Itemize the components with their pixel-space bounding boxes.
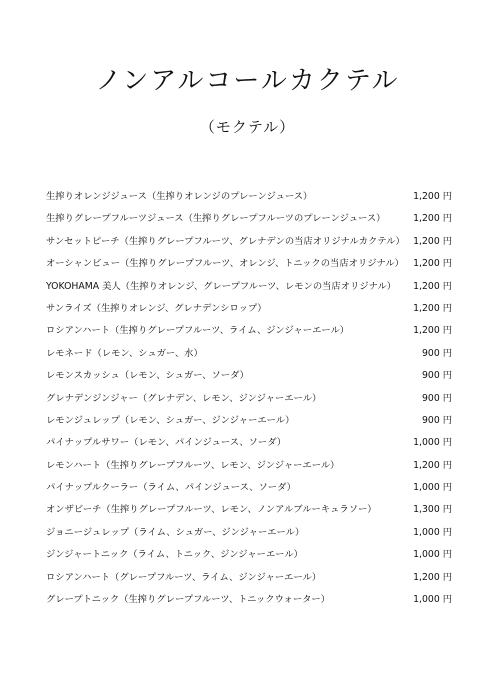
page-subtitle: （モクテル） [199, 118, 296, 136]
menu-item-name: レモンスカッシュ（レモン、シュガー、ソーダ） [46, 370, 249, 382]
menu-item-name: レモンジュレップ（レモン、シュガー、ジンジャーエール） [46, 414, 295, 426]
menu-item-name: サンセットピーチ（生搾りグレープフルーツ、グレナデンの当店オリジナルカクテル） [46, 235, 405, 247]
menu-item-name: ジンジャートニック（ライム、トニック、ジンジャーエール） [46, 549, 303, 561]
menu-item-price: 1,200 円 [413, 191, 452, 202]
menu-item-price: 1,200 円 [413, 235, 452, 247]
menu-item [46, 388, 452, 410]
menu-item [46, 298, 452, 320]
menu-item-name: サンライズ（生搾りオレンジ、グレナデンシロップ） [46, 302, 267, 314]
menu-item [46, 231, 452, 253]
menu-item [46, 365, 452, 387]
menu-item [46, 410, 452, 432]
menu-item-name: オンザビーチ（生搾りグレープフルーツ、レモン、ノンアルブルーキュラソー） [46, 504, 377, 516]
menu-item-price: 1,000 円 [413, 437, 452, 449]
menu-item [46, 320, 452, 342]
menu-item-price: 1,200 円 [413, 213, 452, 225]
page-title: ノンアルコールカクテル [95, 66, 400, 96]
menu-item [46, 186, 452, 208]
menu-item-price: 1,200 円 [413, 302, 452, 314]
menu-item [46, 432, 452, 454]
menu-item-price: 900 円 [422, 414, 452, 426]
menu-item [46, 276, 452, 298]
menu-item-price: 1,000 円 [413, 594, 452, 606]
menu-item-price: 900 円 [422, 392, 452, 404]
menu-item-name: レモネード（レモン、シュガー、水） [46, 347, 203, 359]
menu-item-name: 生搾りオレンジジュース（生搾りオレンジのプレーンジュース） [46, 191, 313, 202]
menu-item-name: グレナデンジンジャー（グレナデン、レモン、ジンジャーエール） [46, 392, 322, 404]
menu-item-name: 生搾りグレープフルーツジュース（生搾りグレープフルーツのプレーンジュース） [46, 213, 386, 225]
menu-item-name: グレープトニック（生搾りグレープフルーツ、トニックウォーター） [46, 594, 331, 606]
menu-item-price: 1,200 円 [413, 459, 452, 471]
menu-item-name: ジョニージュレップ（ライム、シュガー、ジンジャーエール） [46, 526, 305, 538]
menu-item-price: 1,300 円 [413, 504, 452, 516]
menu-item-price: 1,000 円 [413, 526, 452, 538]
menu-item-price: 1,000 円 [413, 482, 452, 494]
menu-item [46, 477, 452, 499]
menu-item-price: 1,000 円 [413, 549, 452, 561]
menu-item-name: レモンハート（生搾りグレープフルーツ、レモン、ジンジャーエール） [46, 459, 340, 471]
menu-item [46, 544, 452, 566]
menu-item [46, 499, 452, 521]
menu-item-name: ロシアンハート（グレープフルーツ、ライム、ジンジャーエール） [46, 571, 322, 583]
menu-item [46, 343, 452, 365]
menu-item-price: 900 円 [422, 370, 452, 382]
menu-item-price: 1,200 円 [413, 280, 452, 292]
drink-menu-list [46, 186, 452, 611]
menu-item-name: パイナップルクーラー（ライム、パインジュース、ソーダ） [46, 482, 296, 494]
menu-item-name: ロシアンハート（生搾りグレープフルーツ、ライム、ジンジャーエール） [46, 325, 350, 337]
menu-item [46, 208, 452, 230]
menu-item [46, 253, 452, 275]
menu-item-price: 1,200 円 [413, 571, 452, 583]
menu-item-price: 1,200 円 [413, 325, 452, 337]
menu-item [46, 522, 452, 544]
menu-item-price: 900 円 [422, 347, 452, 359]
menu-item-name: パイナップルサワー（レモン、パインジュース、ソーダ） [46, 437, 287, 449]
menu-item [46, 589, 452, 611]
menu-item-name: YOKOHAMA 美人（生搾りオレンジ、グレープフルーツ、レモンの当店オリジナル） [46, 280, 397, 292]
menu-item-price: 1,200 円 [413, 258, 452, 270]
menu-item [46, 455, 452, 477]
menu-item [46, 567, 452, 589]
menu-item-name: オーシャンビュー（生搾りグレープフルーツ、オレンジ、トニックの当店オリジナル） [46, 258, 404, 270]
